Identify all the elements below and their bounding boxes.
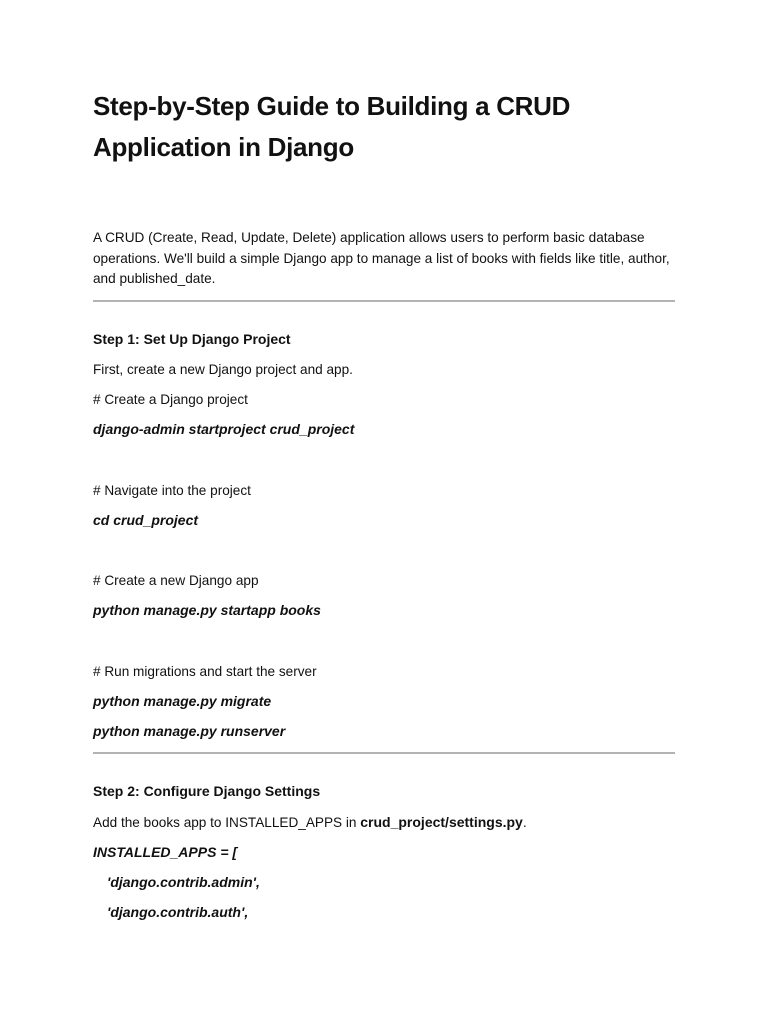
code-startapp: python manage.py startapp books: [93, 602, 321, 618]
comment-navigate: # Navigate into the project: [93, 483, 251, 498]
document-title: Step-by-Step Guide to Building a CRUD Application in Django: [93, 91, 571, 162]
comment-create-project: # Create a Django project: [93, 392, 248, 407]
step1-description: First, create a new Django project and app.: [93, 362, 353, 377]
step2-description-prefix: Add the books app to INSTALLED_APPS in: [93, 815, 361, 830]
code-startproject: django-admin startproject crud_project: [93, 421, 355, 437]
code-auth-app: 'django.contrib.auth',: [107, 904, 249, 920]
code-runserver: python manage.py runserver: [93, 723, 286, 739]
code-migrate: python manage.py migrate: [93, 693, 272, 709]
step2-description: [93, 813, 527, 832]
comment-create-app: # Create a new Django app: [93, 573, 259, 588]
step2-heading: Step 2: Configure Django Settings: [93, 783, 321, 799]
step2-description-suffix: .: [522, 815, 527, 830]
step1-heading: Step 1: Set Up Django Project: [93, 331, 291, 347]
section-divider: [93, 300, 675, 302]
section-divider: [93, 752, 675, 754]
comment-migrate: # Run migrations and start the server: [93, 664, 317, 679]
code-admin-app: 'django.contrib.admin',: [107, 874, 260, 890]
settings-file-name: crud_project/settings.py: [360, 814, 523, 830]
intro-paragraph: A CRUD (Create, Read, Update, Delete) application allows users to perform basic database operations. We'll build a simple Django app to manage a list of books with fields like title, author, and published_date.: [93, 230, 670, 286]
code-cd: cd crud_project: [93, 512, 199, 528]
code-installed-apps: INSTALLED_APPS = [: [93, 844, 238, 860]
